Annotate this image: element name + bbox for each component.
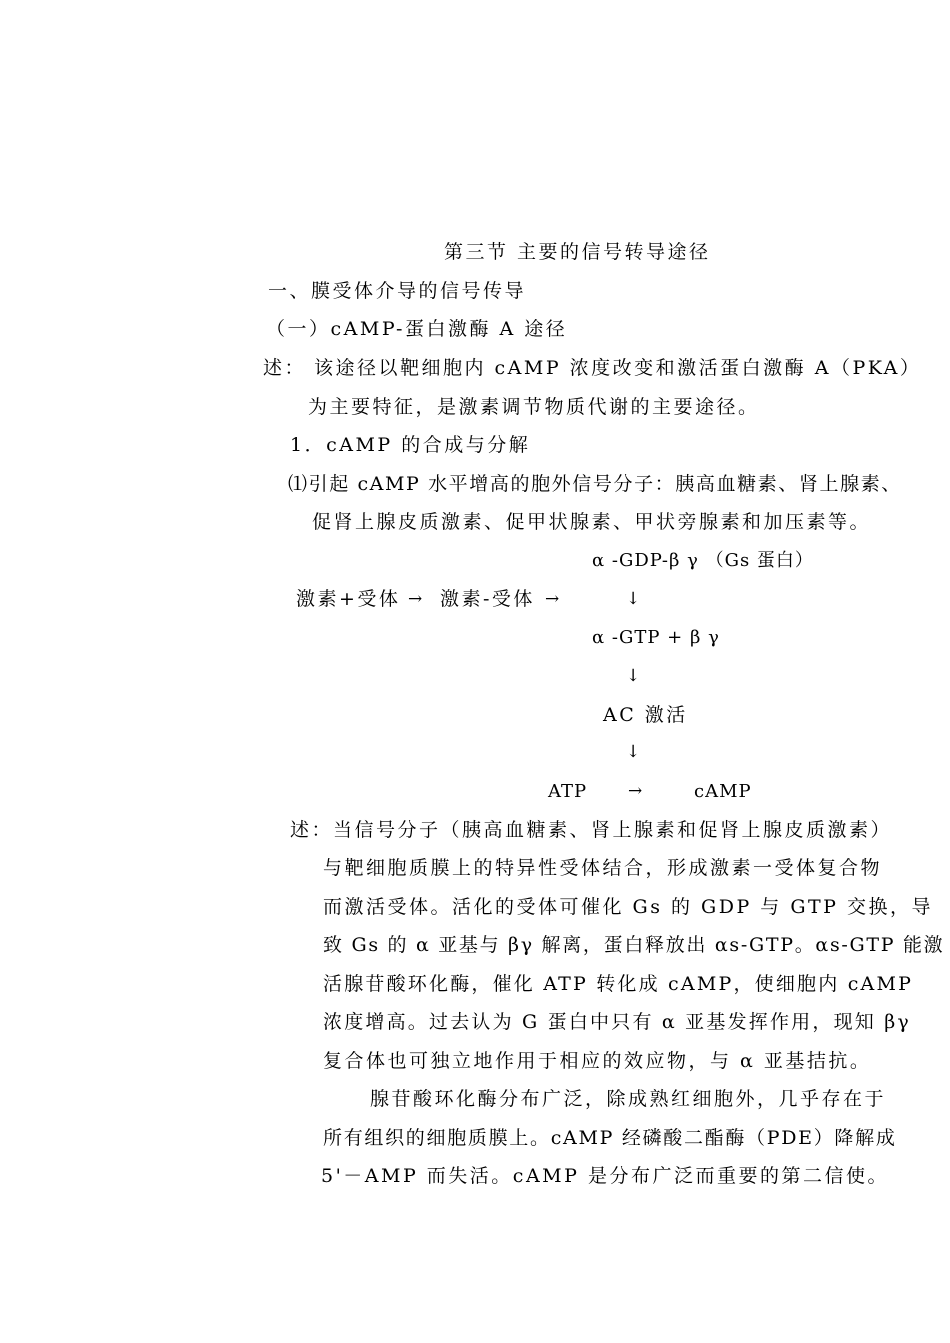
description-line: 而激活受体。活化的受体可催化 Gs 的 GDP 与 GTP 交换，导 (323, 896, 933, 918)
description-line: 复合体也可独立地作用于相应的效应物，与 α 亚基拮抗。 (323, 1050, 872, 1072)
down-arrow-icon: ↓ (626, 742, 641, 762)
diagram-ac-activation: AC 激活 (603, 704, 688, 726)
right-arrow-icon: → (545, 589, 560, 609)
down-arrow-icon: ↓ (626, 589, 641, 609)
description-line: 致 Gs 的 α 亚基与 βγ 解离，蛋白释放出 αs-GTP。αs-GTP 能激 (323, 934, 945, 956)
summary-line: 为主要特征，是激素调节物质代谢的主要途径。 (308, 396, 760, 418)
heading-camp-pka-pathway: （一）cAMP-蛋白激酶 A 途径 (266, 318, 568, 340)
diagram-atp: ATP (548, 781, 588, 802)
diagram-camp: cAMP (694, 781, 752, 802)
summary-line: 该途径以靶细胞内 cAMP 浓度改变和激活蛋白激酶 A（PKA） (314, 357, 922, 379)
item-heading-camp-synthesis: 1．cAMP 的合成与分解 (290, 434, 531, 456)
paragraph-line: 腺苷酸环化酶分布广泛，除成熟红细胞外，几乎存在于 (370, 1088, 887, 1110)
heading-membrane-receptor: 一、膜受体介导的信号传导 (268, 280, 527, 302)
diagram-g-protein-label: α -GDP-β γ （Gs 蛋白） (592, 550, 814, 571)
paragraph-line: 所有组织的细胞质膜上。cAMP 经磷酸二酯酶（PDE）降解成 (323, 1127, 897, 1149)
description-label: 述： (290, 819, 334, 841)
diagram-hormone-receptor-complex: 激素-受体 (440, 588, 535, 610)
paragraph-line: 5'－AMP 而失活。cAMP 是分布广泛而重要的第二信使。 (321, 1165, 889, 1187)
description-line: 与靶细胞质膜上的特异性受体结合，形成激素一受体复合物 (323, 857, 883, 879)
item-paragraph-line: 促肾上腺皮质激素、促甲状腺素、甲状旁腺素和加压素等。 (312, 511, 872, 533)
diagram-hormone-receptor: 激素+受体 (296, 588, 401, 610)
section-title: 第三节 主要的信号转导途径 (444, 241, 711, 263)
description-line: 活腺苷酸环化酶，催化 ATP 转化成 cAMP，使细胞内 cAMP (323, 973, 914, 995)
right-arrow-icon: → (408, 589, 423, 609)
description-line: 当信号分子（胰高血糖素、肾上腺素和促肾上腺皮质激素） (333, 819, 893, 841)
diagram-activated-g-protein: α -GTP + β γ (592, 627, 720, 648)
description-line: 浓度增高。过去认为 G 蛋白中只有 α 亚基发挥作用，现知 βγ (323, 1011, 911, 1033)
summary-label: 述： (263, 357, 307, 379)
item-paragraph-line: ⑴引起 cAMP 水平增高的胞外信号分子：胰高血糖素、肾上腺素、 (288, 473, 902, 495)
down-arrow-icon: ↓ (626, 666, 641, 686)
right-arrow-icon: → (628, 781, 643, 801)
